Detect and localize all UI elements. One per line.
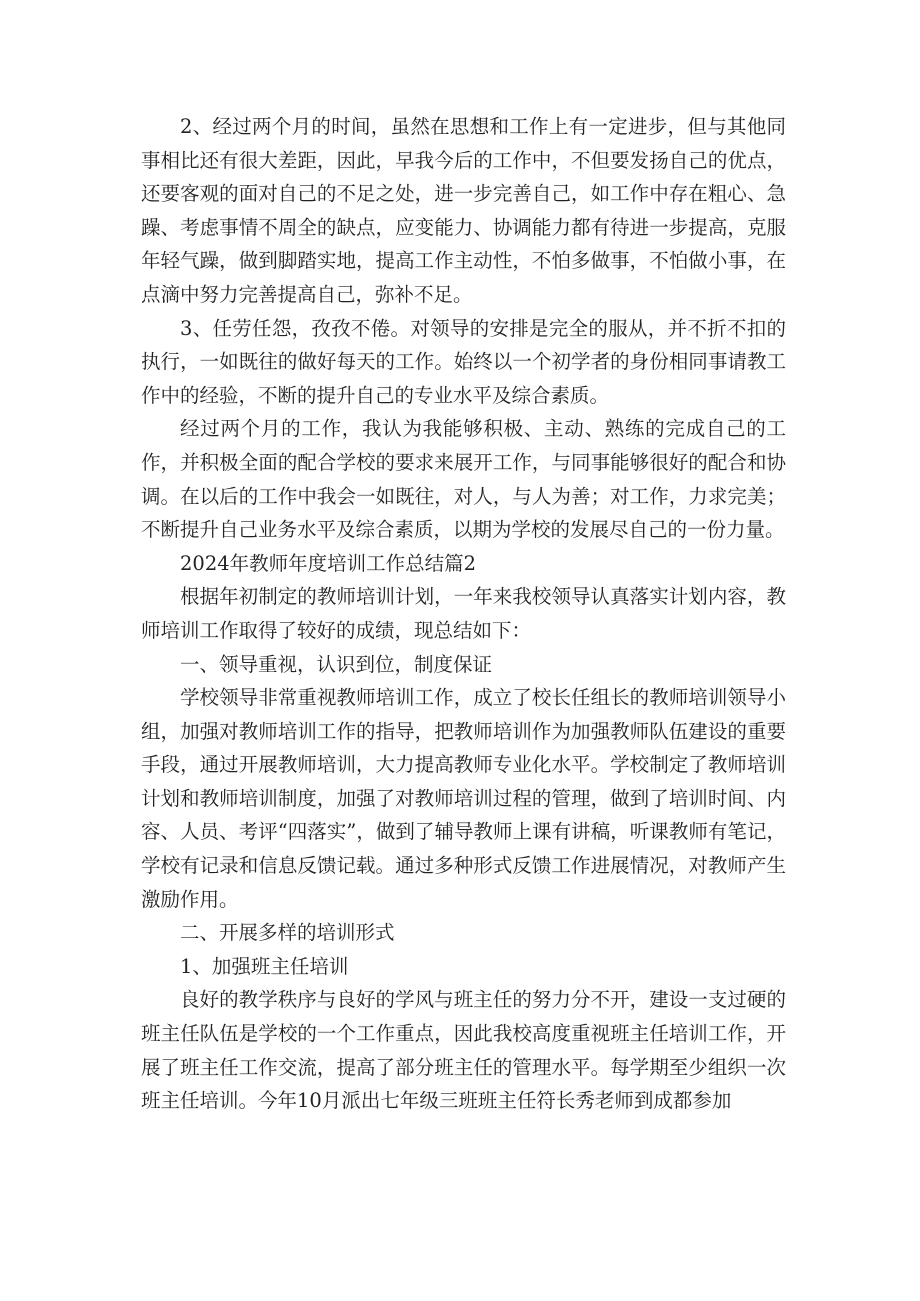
- paragraph-summary: 经过两个月的工作，我认为我能够积极、主动、熟练的完成自己的工作，并积极全面的配合学校的要求来展开工作，与同事能够很好的配合和协调。在以后的工作中我会一如既往，对人，与人为善；对工作，力求完美；不断提升自己业务水平及综合素质，以期为学校的发展尽自己的一份力量。: [141, 417, 786, 542]
- paragraph-intro: 根据年初制定的教师培训计划，一年来我校领导认真落实计划内容，教师培训工作取得了较好的成绩，现总结如下：: [141, 585, 786, 642]
- section-title: 2024年教师年度培训工作总结篇2: [180, 551, 477, 575]
- paragraph-progress: 2、经过两个月的时间，虽然在思想和工作上有一定进步，但与其他同事相比还有很大差距，因此，早我今后的工作中，不但要发扬自己的优点，还要客观的面对自己的不足之处，进一步完善自己，如工作中存在粗心、急躁、考虑事情不周全的缺点，应变能力、协调能力都有待进一步提高，克服年轻气躁，做到脚踏实地，提高工作主动性，不怕多做事，不怕做小事，在点滴中努力完善提高自己，弥补不足。: [141, 115, 786, 306]
- heading-class-teacher-training: 1、加强班主任培训: [180, 954, 349, 978]
- heading-training-forms: 二、开展多样的培训形式: [180, 921, 395, 945]
- paragraph-diligence: 3、任劳任怨，孜孜不倦。对领导的安排是完全的服从，并不折不扣的执行，一如既往的做好每天的工作。始终以一个初学者的身份相同事请教工作中的经验，不断的提升自己的专业水平及综合素质。: [141, 316, 786, 407]
- heading-leadership: 一、领导重视，认识到位，制度保证: [180, 652, 493, 676]
- paragraph-class-teacher: 良好的教学秩序与良好的学风与班主任的努力分不开，建设一支过硬的班主任队伍是学校的一个工作重点，因此我校高度重视班主任培训工作，开展了班主任工作交流，提高了部分班主任的管理水平。每学期至少组织一次班主任培训。今年10月派出七年级三班班主任符长秀老师到成都参加: [141, 988, 786, 1113]
- document-body: [141, 110, 786, 1118]
- paragraph-leadership: 学校领导非常重视教师培训工作，成立了校长任组长的教师培训领导小组，加强对教师培训工作的指导，把教师培训作为加强教师队伍建设的重要手段，通过开展教师培训，大力提高教师专业化水平。学校制定了教师培训计划和教师培训制度，加强了对教师培训过程的管理，做到了培训时间、内容、人员、考评“四落实”，做到了辅导教师上课有讲稿，听课教师有笔记，学校有记录和信息反馈记载。通过多种形式反馈工作进展情况，对教师产生激励作用。: [141, 686, 786, 911]
